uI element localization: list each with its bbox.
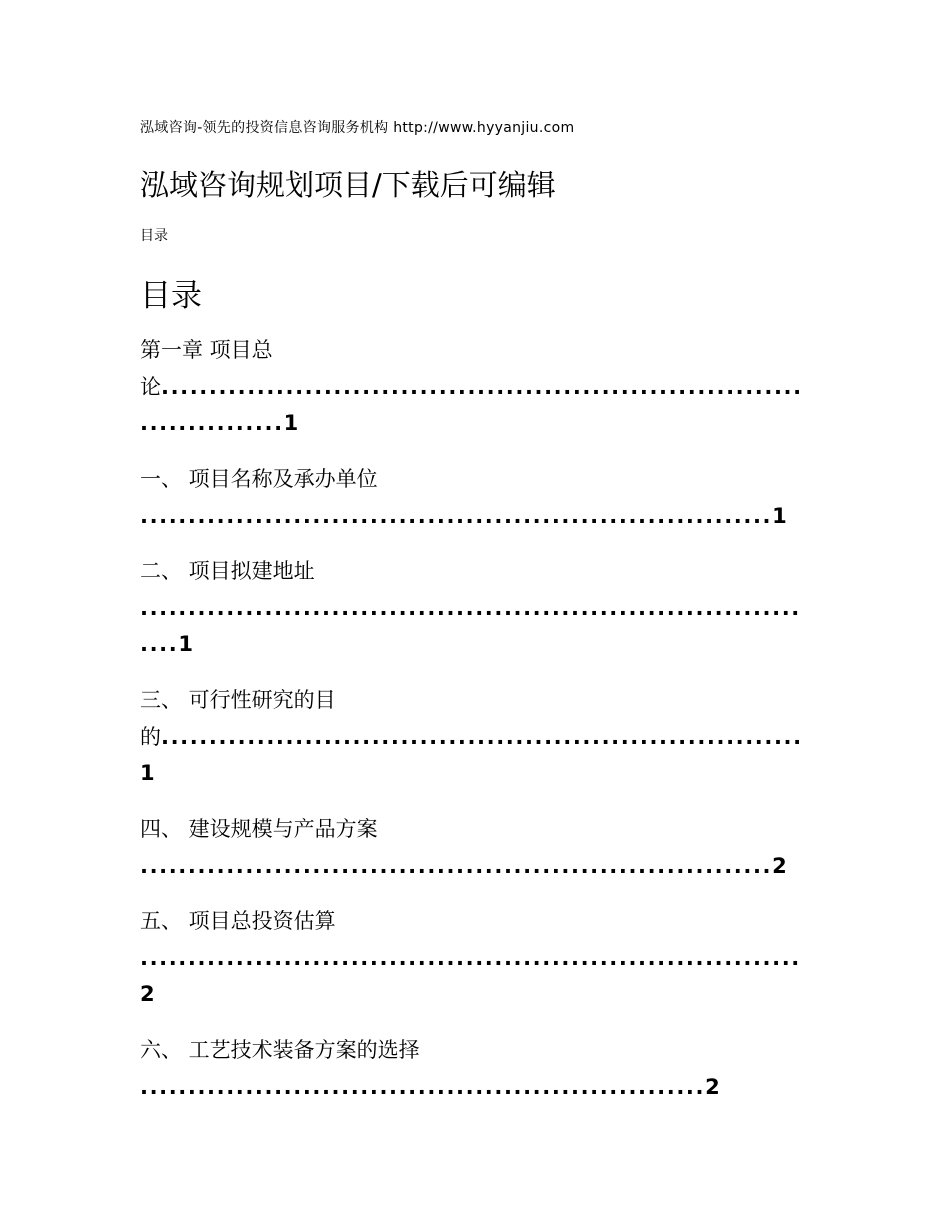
toc-heading: 目录 (140, 278, 202, 314)
toc-dot-leader: ..................................................................... (140, 596, 801, 620)
toc-small-label: 目录 (140, 228, 168, 244)
toc-dot-leader: .... (140, 632, 179, 656)
toc-dot-leader: ................................................................... (161, 725, 803, 749)
toc-page-number: 1 (178, 632, 193, 656)
toc-dot-leader: ........................................................... (140, 1075, 706, 1099)
toc-dot-leader: ................................................................... (161, 375, 803, 399)
page-header: 泓域咨询-领先的投资信息咨询服务机构 http://www.hyyanjiu.com (140, 120, 575, 136)
toc-entry-title: 一、 项目名称及承办单位 (140, 467, 378, 491)
toc-page-number: 2 (772, 854, 787, 878)
toc-entry-title: 二、 项目拟建地址 (140, 559, 315, 583)
document-title: 泓域咨询规划项目/下载后可编辑 (140, 168, 556, 202)
toc-dot-leader: .................................................................. (140, 504, 773, 528)
toc-entry-title: 第一章 项目总 (140, 338, 273, 362)
toc-page-number: 1 (283, 411, 299, 435)
toc-dot-leader: .................................................................. (140, 854, 773, 878)
toc-entry-title-cont: 论 (140, 375, 161, 399)
toc-page-number: 1 (140, 761, 155, 785)
toc-page-number: 1 (772, 504, 787, 528)
toc-entry-title: 五、 项目总投资估算 (140, 909, 336, 933)
toc-dot-leader: ............... (140, 411, 284, 435)
toc-entry-title: 六、 工艺技术装备方案的选择 (140, 1038, 420, 1062)
toc-entry-title: 三、 可行性研究的目 (140, 688, 336, 712)
toc-entry-title: 四、 建设规模与产品方案 (140, 817, 378, 841)
toc-page-number: 2 (140, 982, 155, 1006)
toc-entry-title-cont: 的 (140, 725, 161, 749)
toc-dot-leader: ..................................................................... (140, 946, 801, 970)
toc-page-number: 2 (705, 1075, 720, 1099)
